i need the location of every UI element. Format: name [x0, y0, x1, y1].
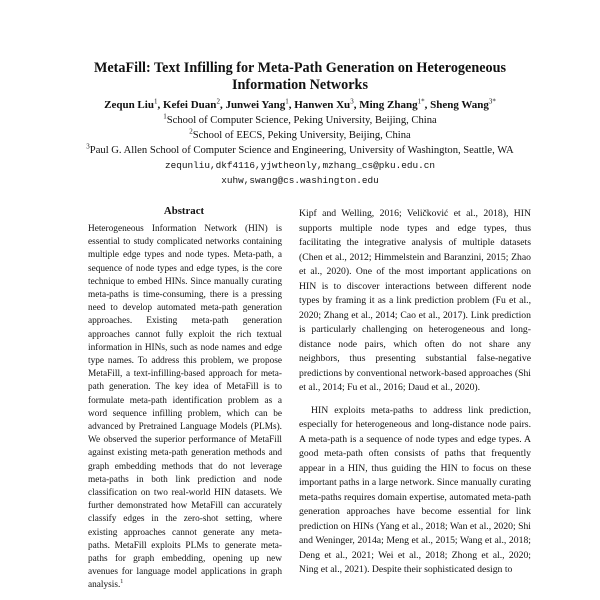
- author-affil-mark: 2: [216, 97, 220, 106]
- affiliation-text: School of EECS, Peking University, Beijing, China: [192, 130, 411, 141]
- affiliation-mark: 3: [86, 142, 90, 151]
- intro-column: [299, 207, 531, 578]
- affiliation-2: [20, 129, 580, 142]
- author-name: Zequn Liu: [104, 99, 154, 111]
- paper-title: [40, 60, 560, 94]
- author-name: Sheng Wang: [430, 99, 489, 111]
- abstract-heading: Abstract: [163, 205, 205, 217]
- author-name: Ming Zhang: [359, 99, 418, 111]
- author-affil-mark: 1: [285, 97, 289, 106]
- affiliation-text: School of Computer Science, Peking University, Beijing, China: [166, 115, 437, 126]
- author-name: Hanwen Xu: [294, 99, 351, 111]
- affiliation-mark: 1: [163, 112, 167, 121]
- abstract-text: Heterogeneous Information Network (HIN) is essential to study complicated networks containing multiple edge types and node types. Meta-path, a sequence of node types and edge types, is the core technique to embed HINs. Since manually curating meta-paths is time-consuming, there is a pressing need to develop automated meta-path generation approaches. Existing meta-path generation approaches cannot fully exploit the rich textual information in HINs, such as node names and edge type names. To address this problem, we propose MetaFill, a text-infilling-based approach for meta-path generation. The key idea of MetaFill is to formulate meta-path identification problem as a word sequence infilling problem, which can be advanced by Pretrained Language Models (PLMs). We observed the superior performance of MetaFill against existing meta-path generation methods and graph embedding methods that do not leverage meta-paths in both link prediction and node classification on two real-world HIN datasets. We further demonstrated how MetaFill can accurately classify edges in the zero-shot setting, where existing approaches cannot generate any meta-paths. MetaFill exploits PLMs to generate meta-paths for graph embedding, opening up new avenues for language model applications in graph analysis.: [88, 224, 282, 591]
- intro-paragraph-2: HIN exploits meta-paths to address link prediction, especially for heterogeneous and long-distance node pairs. A meta-path is a sequence of node types and edge types. A good meta-path often consists of paths that frequently appear in a HIN, thus guiding the HIN to focus on these important paths in a large network. Since manually curating meta-paths requires domain expertise, automated meta-path generation approaches have become essential for link prediction on HINs (Yang et al., 2018; Wan et al., 2020; Shi and Weninger, 2014a; Meng et al., 2015; Wang et al., 2018; Deng et al., 2021; Wei et al., 2018; Zhong et al., 2020; Ning et al., 2021). Despite their sophisticated design to: [299, 404, 531, 575]
- author-affil-mark: 1*: [417, 97, 425, 106]
- title-line-2: Information Networks: [232, 77, 368, 93]
- abstract-body: [88, 223, 282, 593]
- intro-paragraph-1: Kipf and Welling, 2016; Veličković et al., 2018), HIN supports multiple node types and edge types, thus facilitating the integrative analysis of multiple datasets (Chen et al., 2012; Himmelstein and Baranzini, 2015; Zhao et al., 2020). One of the most important applications on HIN is to discover interactions between different node types by framing it as a link prediction problem (Fu et al., 2020; Zhang et al., 2014; Cao et al., 2017). Link prediction is particularly challenging on heterogeneous and long-distance node pairs, which often do not share any neighbors, thus presenting substantial false-negative predictions by conventional network-based approaches (Shi et al., 2014; Fu et al., 2016; Daud et al., 2020).: [299, 208, 531, 393]
- author-name: Kefei Duan: [162, 99, 217, 111]
- author-affil-mark: 1: [153, 97, 158, 106]
- email-line-2: xuhw,swang@cs.washington.edu: [221, 175, 379, 186]
- affiliation-mark: 2: [189, 127, 193, 136]
- author-list: Zequn Liu$^1$, Kefei Duan$^2$, Junwei Yang$^1$, Hanwen Xu$^3$, Ming Zhang$^{1*}$, Sheng Wang$^{3*}$: [104, 97, 496, 111]
- footnote-marker: 1: [120, 579, 124, 586]
- affiliation-1: [20, 114, 580, 127]
- affiliation-3: [20, 144, 580, 157]
- author-affil-mark: 3*: [488, 97, 496, 106]
- author-name: Junwei Yang: [225, 99, 286, 111]
- affiliation-text: Paul G. Allen School of Computer Science and Engineering, University of Washington, Seattle, WA: [89, 145, 514, 156]
- title-line-1: MetaFill: Text Infilling for Meta-Path Generation on Heterogeneous: [93, 60, 507, 76]
- email-line-1: zequnliu,dkf4116,yjwtheonly,mzhang_cs@pku.edu.cn: [164, 160, 436, 171]
- author-affil-mark: 3: [350, 97, 354, 106]
